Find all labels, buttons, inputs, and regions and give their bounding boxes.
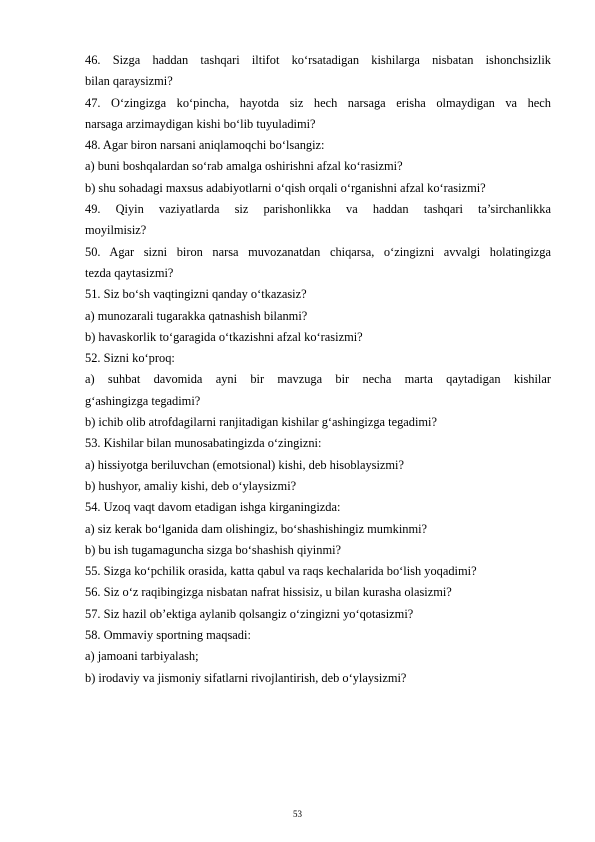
text-line: 57. Siz hazil ob’ektiga aylanib qolsangiz o‘zingizni yo‘qotasizmi? [85,606,414,621]
text-line: 56. Siz o‘z raqibingizga nisbatan nafrat hissisiz, u bilan kurasha olasizmi? [85,585,452,600]
text-line: g‘ashingizga tegadimi? [85,393,201,408]
text-line: a) suhbat davomida ayni bir mavzuga bir necha marta qaytadigan kishilar [85,372,551,387]
text-line: 46. Sizga haddan tashqari iltifot ko‘rsatadigan kishilarga nisbatan ishonchsizlik [85,53,551,67]
text-line: b) hushyor, amaliy kishi, deb o‘ylaysizmi? [85,478,297,493]
text-line: a) buni boshqalardan so‘rab amalga oshirishni afzal ko‘rasizmi? [85,159,403,174]
text-line: 54. Uzoq vaqt davom etadigan ishga kirganingizda: [85,500,341,515]
text-line: b) ichib olib atrofdagilarni ranjitadigan kishilar g‘ashingizga tegadimi? [85,415,437,430]
text-line: 50. Agar sizni biron narsa muvozanatdan chiqarsa, o‘zingizni avvalgi holatingizga [85,244,551,259]
text-line: 47. O‘zingizga ko‘pincha, hayotda siz hech narsaga erisha olmaydigan va hech [85,95,551,110]
document-body [85,50,551,689]
text-line: a) jamoani tarbiyalash; [85,649,199,664]
text-line: b) shu sohadagi maxsus adabiyotlarni o‘qish orqali o‘rganishni afzal ko‘rasizmi? [85,180,486,195]
text-line: b) bu ish tugamaguncha sizga bo‘shashish qiyinmi? [85,542,342,557]
text-line: b) havaskorlik to‘garagida o‘tkazishni afzal ko‘rasizmi? [85,329,363,344]
text-line: tezda qaytasizmi? [85,265,174,280]
text-line: 48. Agar biron narsani aniqlamoqchi bo‘lsangiz: [85,138,325,153]
text-line: moyilmisiz? [85,223,147,238]
text-line: 55. Sizga ko‘pchilik orasida, katta qabul va raqs kechalarida bo‘lish yoqadimi? [85,564,477,579]
text-line: 51. Siz bo‘sh vaqtingizni qanday o‘tkazasiz? [85,287,307,302]
text-line: a) siz kerak bo‘lganida dam olishingiz, bo‘shashishingiz mumkinmi? [85,521,428,536]
text-line: 58. Ommaviy sportning maqsadi: [85,628,251,643]
text-line: 49. Qiyin vaziyatlarda siz parishonlikka va haddan tashqari ta’sirchanlikka [85,202,551,217]
text-line: b) irodaviy va jismoniy sifatlarni rivojlantirish, deb o‘ylaysizmi? [85,670,407,685]
text-line: 52. Sizni ko‘proq: [85,351,175,366]
text-line: bilan qaraysizmi? [85,74,173,89]
text-line: a) hissiyotga beriluvchan (emotsional) kishi, deb hisoblaysizmi? [85,457,404,472]
text-line: 53. Kishilar bilan munosabatingizda o‘zingizni: [85,436,322,451]
text-line: a) munozarali tugarakka qatnashish bilanmi? [85,308,308,323]
page-number: 53 [293,809,302,819]
text-line: narsaga arzimaydigan kishi bo‘lib tuyuladimi? [85,116,316,131]
